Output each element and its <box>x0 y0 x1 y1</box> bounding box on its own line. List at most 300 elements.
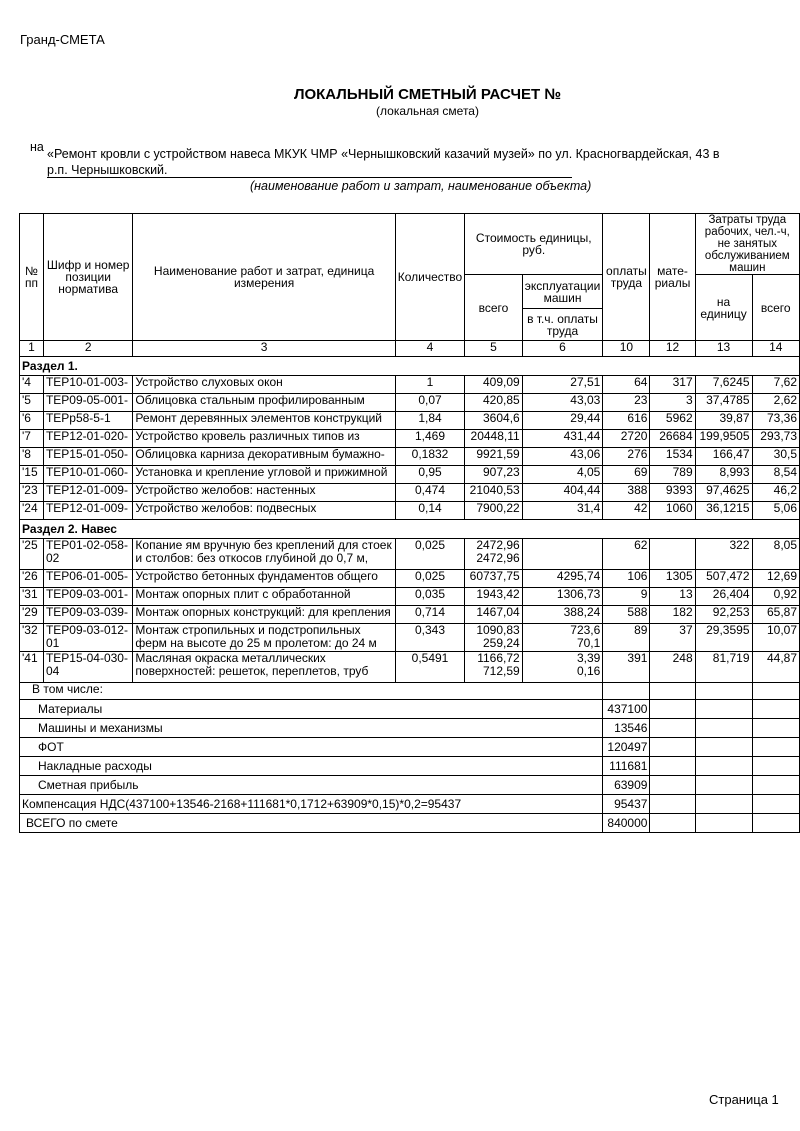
row-labor-pay-text: 276 <box>627 447 648 461</box>
row-number <box>20 394 44 412</box>
row-materials <box>650 624 695 652</box>
row-name-text: Ремонт деревянных элементов конструкций <box>135 411 383 425</box>
row-labor-pay-text: 23 <box>634 393 648 407</box>
section-header <box>20 357 800 376</box>
row-number <box>20 624 44 652</box>
row-labor-total <box>752 466 800 484</box>
row-number <box>20 502 44 520</box>
row-qty <box>395 570 464 588</box>
row-unit-total-text-2: 712,59 <box>483 664 520 678</box>
row-unit-total-text: 9921,59 <box>476 447 520 461</box>
row-unit-machines <box>522 588 603 606</box>
row-number <box>20 652 44 683</box>
totals-incl-label: В том числе: <box>20 683 603 700</box>
row-labor-pay-text: 62 <box>634 538 648 552</box>
row-materials <box>650 430 695 448</box>
row-unit-total-text: 1090,83 <box>476 623 520 637</box>
row-name-text: Монтаж стропильных и подстропильных <box>135 623 361 637</box>
row-labor-per-unit <box>695 484 752 502</box>
row-labor-pay-text: 64 <box>634 375 648 389</box>
totals-item-row <box>20 757 800 776</box>
row-name-text: Монтаж опорных конструкций: для крепления <box>135 605 391 619</box>
row-labor-total <box>752 570 800 588</box>
row-qty-text: 0,714 <box>414 605 445 619</box>
row-unit-machines <box>522 606 603 624</box>
totals-item-label: Машины и механизмы <box>20 719 603 738</box>
empty-cell <box>695 795 752 814</box>
totals-grand-row <box>20 814 800 833</box>
row-number-text: '8 <box>22 447 31 461</box>
row-unit-machines <box>522 430 603 448</box>
row-number-text: '6 <box>22 411 31 425</box>
row-unit-machines-text: 4,05 <box>576 465 601 479</box>
row-labor-pay <box>603 412 650 430</box>
row-name-text: Устройство бетонных фундаментов общего <box>135 569 378 583</box>
row-number-text: '32 <box>22 623 38 637</box>
row-labor-total <box>752 484 800 502</box>
row-labor-pay-text: 588 <box>627 605 648 619</box>
section-header <box>20 520 800 539</box>
row-qty <box>395 606 464 624</box>
row-code-text: ТЕРр58-5-1 <box>45 411 111 425</box>
row-qty-text: 0,07 <box>418 393 442 407</box>
row-code <box>43 652 132 683</box>
row-code-text: ТЕР15-01-050- <box>45 447 128 461</box>
totals-item-label: ФОТ <box>20 738 603 757</box>
row-qty-text: 1 <box>426 375 434 389</box>
row-labor-per-unit <box>695 588 752 606</box>
row-unit-machines-text: 27,51 <box>570 375 601 389</box>
row-code-text: ТЕР09-03-012- <box>45 623 128 637</box>
document-subtitle: (локальная смета) <box>376 104 479 118</box>
row-qty <box>395 624 464 652</box>
table-row <box>20 652 800 683</box>
table-row <box>20 484 800 502</box>
column-number: 12 <box>650 341 695 357</box>
row-materials <box>650 466 695 484</box>
empty-cell <box>695 719 752 738</box>
row-number-text: '24 <box>22 501 38 515</box>
row-name <box>133 430 395 448</box>
row-name-text: Устройство слуховых окон <box>135 375 283 389</box>
row-unit-total <box>465 376 522 394</box>
row-labor-per-unit-text: 8,993 <box>719 465 750 479</box>
row-number <box>20 448 44 466</box>
table-row <box>20 588 800 606</box>
row-code-text: ТЕР09-03-039- <box>45 605 128 619</box>
row-qty <box>395 394 464 412</box>
row-materials-text: 789 <box>672 465 693 479</box>
row-labor-per-unit <box>695 448 752 466</box>
row-qty-text: 0,343 <box>414 623 445 637</box>
empty-cell <box>650 757 695 776</box>
column-number: 4 <box>395 341 464 357</box>
app-brand: Гранд-СМЕТА <box>20 32 105 47</box>
row-labor-pay <box>603 652 650 683</box>
row-labor-total <box>752 448 800 466</box>
row-labor-total-text: 12,69 <box>766 569 797 583</box>
row-unit-machines-text: 3,39 <box>576 651 601 665</box>
col-head-qty: Количество <box>395 214 464 341</box>
row-labor-pay <box>603 588 650 606</box>
column-number-row <box>20 341 800 357</box>
row-labor-total <box>752 376 800 394</box>
row-unit-total-text: 409,09 <box>483 375 520 389</box>
row-materials-text: 317 <box>672 375 693 389</box>
row-qty-text: 0,025 <box>414 538 445 552</box>
table-row <box>20 502 800 520</box>
row-name-text: Установка и крепление угловой и прижимной <box>135 465 388 479</box>
row-materials <box>650 448 695 466</box>
row-name-text-2: и столбов: без откосов глубиной до 0,7 м, <box>135 551 369 565</box>
row-unit-total <box>465 484 522 502</box>
row-number-text: '4 <box>22 375 31 389</box>
row-unit-total-text: 3604,6 <box>483 411 520 425</box>
row-labor-per-unit <box>695 466 752 484</box>
column-number: 2 <box>43 341 132 357</box>
row-code <box>43 412 132 430</box>
empty-cell <box>752 776 800 795</box>
row-unit-machines <box>522 484 603 502</box>
row-labor-pay-text: 388 <box>627 483 648 497</box>
row-unit-machines-text-2: 70,1 <box>576 636 601 650</box>
row-labor-total-text: 73,36 <box>766 411 797 425</box>
row-number-text: '41 <box>22 651 38 665</box>
row-labor-per-unit-text: 199,9505 <box>699 429 750 443</box>
row-unit-machines-text: 723,6 <box>570 623 601 637</box>
row-number-text: '26 <box>22 569 38 583</box>
row-code <box>43 466 132 484</box>
column-number: 14 <box>752 341 800 357</box>
row-materials-text: 13 <box>679 587 693 601</box>
row-code-text: ТЕР10-01-003- <box>45 375 128 389</box>
row-qty-text: 0,474 <box>414 483 445 497</box>
row-code-text: ТЕР09-03-001- <box>45 587 128 601</box>
object-name-line1: «Ремонт кровли с устройством навеса МКУК ЧМР «Чернышковский казачий музей» по ул. Красногвардейская, 43 в <box>47 147 720 161</box>
totals-vat-row <box>20 795 800 814</box>
row-materials <box>650 412 695 430</box>
table-row <box>20 539 800 570</box>
empty-cell <box>650 738 695 757</box>
row-unit-machines <box>522 502 603 520</box>
row-unit-total-text: 60737,75 <box>469 569 520 583</box>
row-name <box>133 394 395 412</box>
empty-cell <box>695 757 752 776</box>
row-unit-total <box>465 448 522 466</box>
row-labor-total <box>752 539 800 570</box>
object-name-line2: р.п. Чернышковский. <box>47 163 168 177</box>
totals-item-row <box>20 738 800 757</box>
row-labor-per-unit <box>695 394 752 412</box>
empty-cell <box>695 814 752 833</box>
document-title: ЛОКАЛЬНЫЙ СМЕТНЫЙ РАСЧЕТ № <box>293 86 562 103</box>
row-labor-total <box>752 412 800 430</box>
table-row <box>20 376 800 394</box>
row-labor-pay <box>603 430 650 448</box>
totals-item-value: 120497 <box>603 738 650 757</box>
row-materials-text: 1534 <box>665 447 693 461</box>
row-labor-total-text: 65,87 <box>766 605 797 619</box>
col-head-machines: эксплуатации машин <box>522 275 603 309</box>
row-name <box>133 652 395 683</box>
row-labor-per-unit <box>695 570 752 588</box>
row-qty-text: 1,84 <box>418 411 442 425</box>
row-name <box>133 484 395 502</box>
col-head-total: всего <box>465 275 522 341</box>
row-labor-total-text: 2,62 <box>773 393 797 407</box>
row-materials <box>650 502 695 520</box>
totals-vat-label: Компенсация НДС(437100+13546-2168+111681*0,1712+63909*0,15)*0,2=95437 <box>20 795 603 814</box>
row-code-text: ТЕР12-01-020- <box>45 429 128 443</box>
row-number <box>20 539 44 570</box>
row-name-text: Копание ям вручную без креплений для стоек <box>135 538 392 552</box>
row-qty <box>395 376 464 394</box>
row-unit-total-text: 21040,53 <box>469 483 520 497</box>
row-materials-text: 1060 <box>665 501 693 515</box>
row-labor-total <box>752 430 800 448</box>
empty-cell <box>650 795 695 814</box>
row-code-text: ТЕР06-01-005- <box>45 569 128 583</box>
row-unit-machines-text: 404,44 <box>563 483 601 497</box>
row-materials-text: 248 <box>672 651 693 665</box>
row-code-text: ТЕР09-05-001- <box>45 393 128 407</box>
row-unit-total-text: 7900,22 <box>476 501 520 515</box>
table-row <box>20 430 800 448</box>
row-unit-machines-text-2: 0,16 <box>576 664 601 678</box>
object-underline <box>47 177 572 178</box>
row-labor-per-unit-text: 36,1215 <box>706 501 750 515</box>
row-unit-total-text-2: 2472,96 <box>476 551 520 565</box>
row-labor-per-unit-text: 97,4625 <box>706 483 750 497</box>
table-row <box>20 412 800 430</box>
totals-incl-row <box>20 683 800 700</box>
table-row <box>20 466 800 484</box>
row-labor-pay-text: 69 <box>634 465 648 479</box>
row-unit-total <box>465 502 522 520</box>
empty-cell <box>752 757 800 776</box>
row-qty <box>395 652 464 683</box>
row-labor-per-unit-text: 7,6245 <box>712 375 750 389</box>
empty-cell <box>752 738 800 757</box>
row-name-text: Монтаж опорных плит с обработанной <box>135 587 351 601</box>
page-number: Страница 1 <box>709 1092 779 1107</box>
estimate-table <box>19 213 800 833</box>
totals-item-value: 13546 <box>603 719 650 738</box>
row-name <box>133 448 395 466</box>
row-unit-total <box>465 430 522 448</box>
table-row <box>20 570 800 588</box>
row-qty <box>395 448 464 466</box>
row-labor-pay <box>603 606 650 624</box>
col-head-code: Шифр и номер позиции норматива <box>43 214 132 341</box>
row-labor-per-unit-text: 26,404 <box>712 587 750 601</box>
empty-cell <box>650 683 695 700</box>
row-qty <box>395 502 464 520</box>
column-number: 1 <box>20 341 44 357</box>
row-name <box>133 502 395 520</box>
row-number-text: '25 <box>22 538 38 552</box>
table-row <box>20 624 800 652</box>
row-unit-machines-text: 29,44 <box>570 411 601 425</box>
empty-cell <box>603 683 650 700</box>
row-code-text: ТЕР15-04-030- <box>45 651 128 665</box>
row-name-text: Устройство желобов: подвесных <box>135 501 317 515</box>
col-head-num: № пп <box>20 214 44 341</box>
row-labor-per-unit <box>695 502 752 520</box>
row-number-text: '31 <box>22 587 38 601</box>
row-labor-pay <box>603 484 650 502</box>
row-labor-per-unit-text: 92,253 <box>712 605 750 619</box>
row-number <box>20 430 44 448</box>
row-unit-total <box>465 606 522 624</box>
empty-cell <box>752 814 800 833</box>
row-number <box>20 588 44 606</box>
col-head-name: Наименование работ и затрат, единица измерения <box>133 214 395 341</box>
row-labor-per-unit-text: 322 <box>729 538 750 552</box>
row-labor-per-unit <box>695 412 752 430</box>
row-code <box>43 376 132 394</box>
row-name-text: Облицовка стальным профилированным <box>135 393 365 407</box>
row-number-text: '29 <box>22 605 38 619</box>
row-labor-per-unit-text: 81,719 <box>712 651 750 665</box>
row-unit-total-text: 2472,96 <box>476 538 520 552</box>
row-labor-pay <box>603 570 650 588</box>
row-labor-per-unit-text: 507,472 <box>706 569 750 583</box>
row-qty <box>395 484 464 502</box>
totals-item-value: 111681 <box>603 757 650 776</box>
row-labor-pay <box>603 376 650 394</box>
row-labor-pay-text: 391 <box>627 651 648 665</box>
empty-cell <box>650 814 695 833</box>
row-materials-text: 1305 <box>665 569 693 583</box>
row-unit-total-text: 1943,42 <box>476 587 520 601</box>
row-labor-total-text: 7,62 <box>773 375 797 389</box>
row-code <box>43 448 132 466</box>
row-unit-total <box>465 412 522 430</box>
row-labor-total-text: 8,54 <box>773 465 797 479</box>
row-unit-total-text: 1166,72 <box>477 651 520 665</box>
row-unit-machines <box>522 412 603 430</box>
row-qty <box>395 412 464 430</box>
row-labor-total-text: 44,87 <box>766 651 797 665</box>
row-name-text: Масляная окраска металлических <box>135 651 326 665</box>
row-labor-per-unit <box>695 606 752 624</box>
totals-item-label: Сметная прибыль <box>20 776 603 795</box>
row-unit-machines <box>522 448 603 466</box>
row-labor-pay-text: 89 <box>634 623 648 637</box>
row-labor-pay <box>603 502 650 520</box>
row-name <box>133 412 395 430</box>
row-labor-per-unit <box>695 539 752 570</box>
row-labor-total <box>752 606 800 624</box>
row-labor-pay <box>603 394 650 412</box>
empty-cell <box>752 719 800 738</box>
row-qty <box>395 588 464 606</box>
row-labor-per-unit-text: 39,87 <box>719 411 750 425</box>
row-labor-total <box>752 652 800 683</box>
row-name-text-2: поверхностей: решеток, переплетов, труб <box>135 664 369 678</box>
row-code <box>43 570 132 588</box>
row-materials-text: 182 <box>672 605 693 619</box>
totals-item-label: Накладные расходы <box>20 757 603 776</box>
row-unit-machines <box>522 394 603 412</box>
empty-cell <box>752 795 800 814</box>
row-code <box>43 624 132 652</box>
row-name-text-2: ферм на высоте до 25 м пролетом: до 24 м <box>135 636 377 650</box>
object-caption: (наименование работ и затрат, наименование объекта) <box>250 179 592 193</box>
row-code-text-2: 01 <box>45 636 60 650</box>
row-materials-text: 26684 <box>659 429 693 443</box>
row-labor-pay <box>603 466 650 484</box>
empty-cell <box>695 776 752 795</box>
row-unit-total-text-2: 259,24 <box>483 636 520 650</box>
row-code <box>43 588 132 606</box>
row-labor-per-unit <box>695 652 752 683</box>
column-number: 3 <box>133 341 395 357</box>
row-materials-text: 3 <box>685 393 693 407</box>
row-labor-total-text: 30,5 <box>773 447 797 461</box>
header-row-1 <box>20 214 800 275</box>
object-prefix: на <box>30 140 44 154</box>
row-qty-text: 0,95 <box>418 465 442 479</box>
col-head-unit-cost: Стоимость единицы, руб. <box>465 214 603 275</box>
row-unit-total-text: 20448,11 <box>470 429 520 443</box>
row-labor-total-text: 8,05 <box>773 538 797 552</box>
empty-cell <box>650 719 695 738</box>
table-row <box>20 394 800 412</box>
row-unit-total <box>465 570 522 588</box>
row-labor-total-text: 10,07 <box>766 623 797 637</box>
row-code-text-2: 04 <box>45 664 60 678</box>
row-unit-total-text: 1467,04 <box>476 605 520 619</box>
row-labor-pay <box>603 448 650 466</box>
row-code <box>43 394 132 412</box>
column-number: 5 <box>465 341 522 357</box>
row-number-text: '5 <box>22 393 31 407</box>
row-unit-machines-text: 388,24 <box>563 605 601 619</box>
row-qty-text: 1,469 <box>414 429 445 443</box>
col-head-per-unit: на единицу <box>695 275 752 341</box>
row-code-text: ТЕР01-02-058- <box>45 538 128 552</box>
row-name-text: Устройство кровель различных типов из <box>135 429 360 443</box>
row-materials-text: 9393 <box>665 483 693 497</box>
row-name <box>133 570 395 588</box>
row-code <box>43 484 132 502</box>
row-labor-pay-text: 42 <box>634 501 648 515</box>
col-head-labor-costs: Затраты труда рабочих, чел.-ч, не занятых обслуживанием машин <box>695 214 799 275</box>
totals-item-label: Материалы <box>20 700 603 719</box>
row-labor-total <box>752 502 800 520</box>
row-number <box>20 606 44 624</box>
row-unit-total <box>465 466 522 484</box>
row-labor-total-text: 46,2 <box>773 483 797 497</box>
col-head-materials: мате-риалы <box>650 214 695 341</box>
empty-cell <box>695 700 752 719</box>
row-materials <box>650 606 695 624</box>
row-unit-total <box>465 588 522 606</box>
row-code-text: ТЕР10-01-060- <box>45 465 128 479</box>
totals-item-row <box>20 776 800 795</box>
row-number <box>20 466 44 484</box>
row-unit-machines <box>522 466 603 484</box>
table-row <box>20 606 800 624</box>
row-materials <box>650 570 695 588</box>
row-labor-pay-text: 9 <box>640 587 648 601</box>
row-code <box>43 539 132 570</box>
row-qty-text: 0,14 <box>418 501 442 515</box>
totals-item-row <box>20 700 800 719</box>
row-labor-per-unit <box>695 430 752 448</box>
